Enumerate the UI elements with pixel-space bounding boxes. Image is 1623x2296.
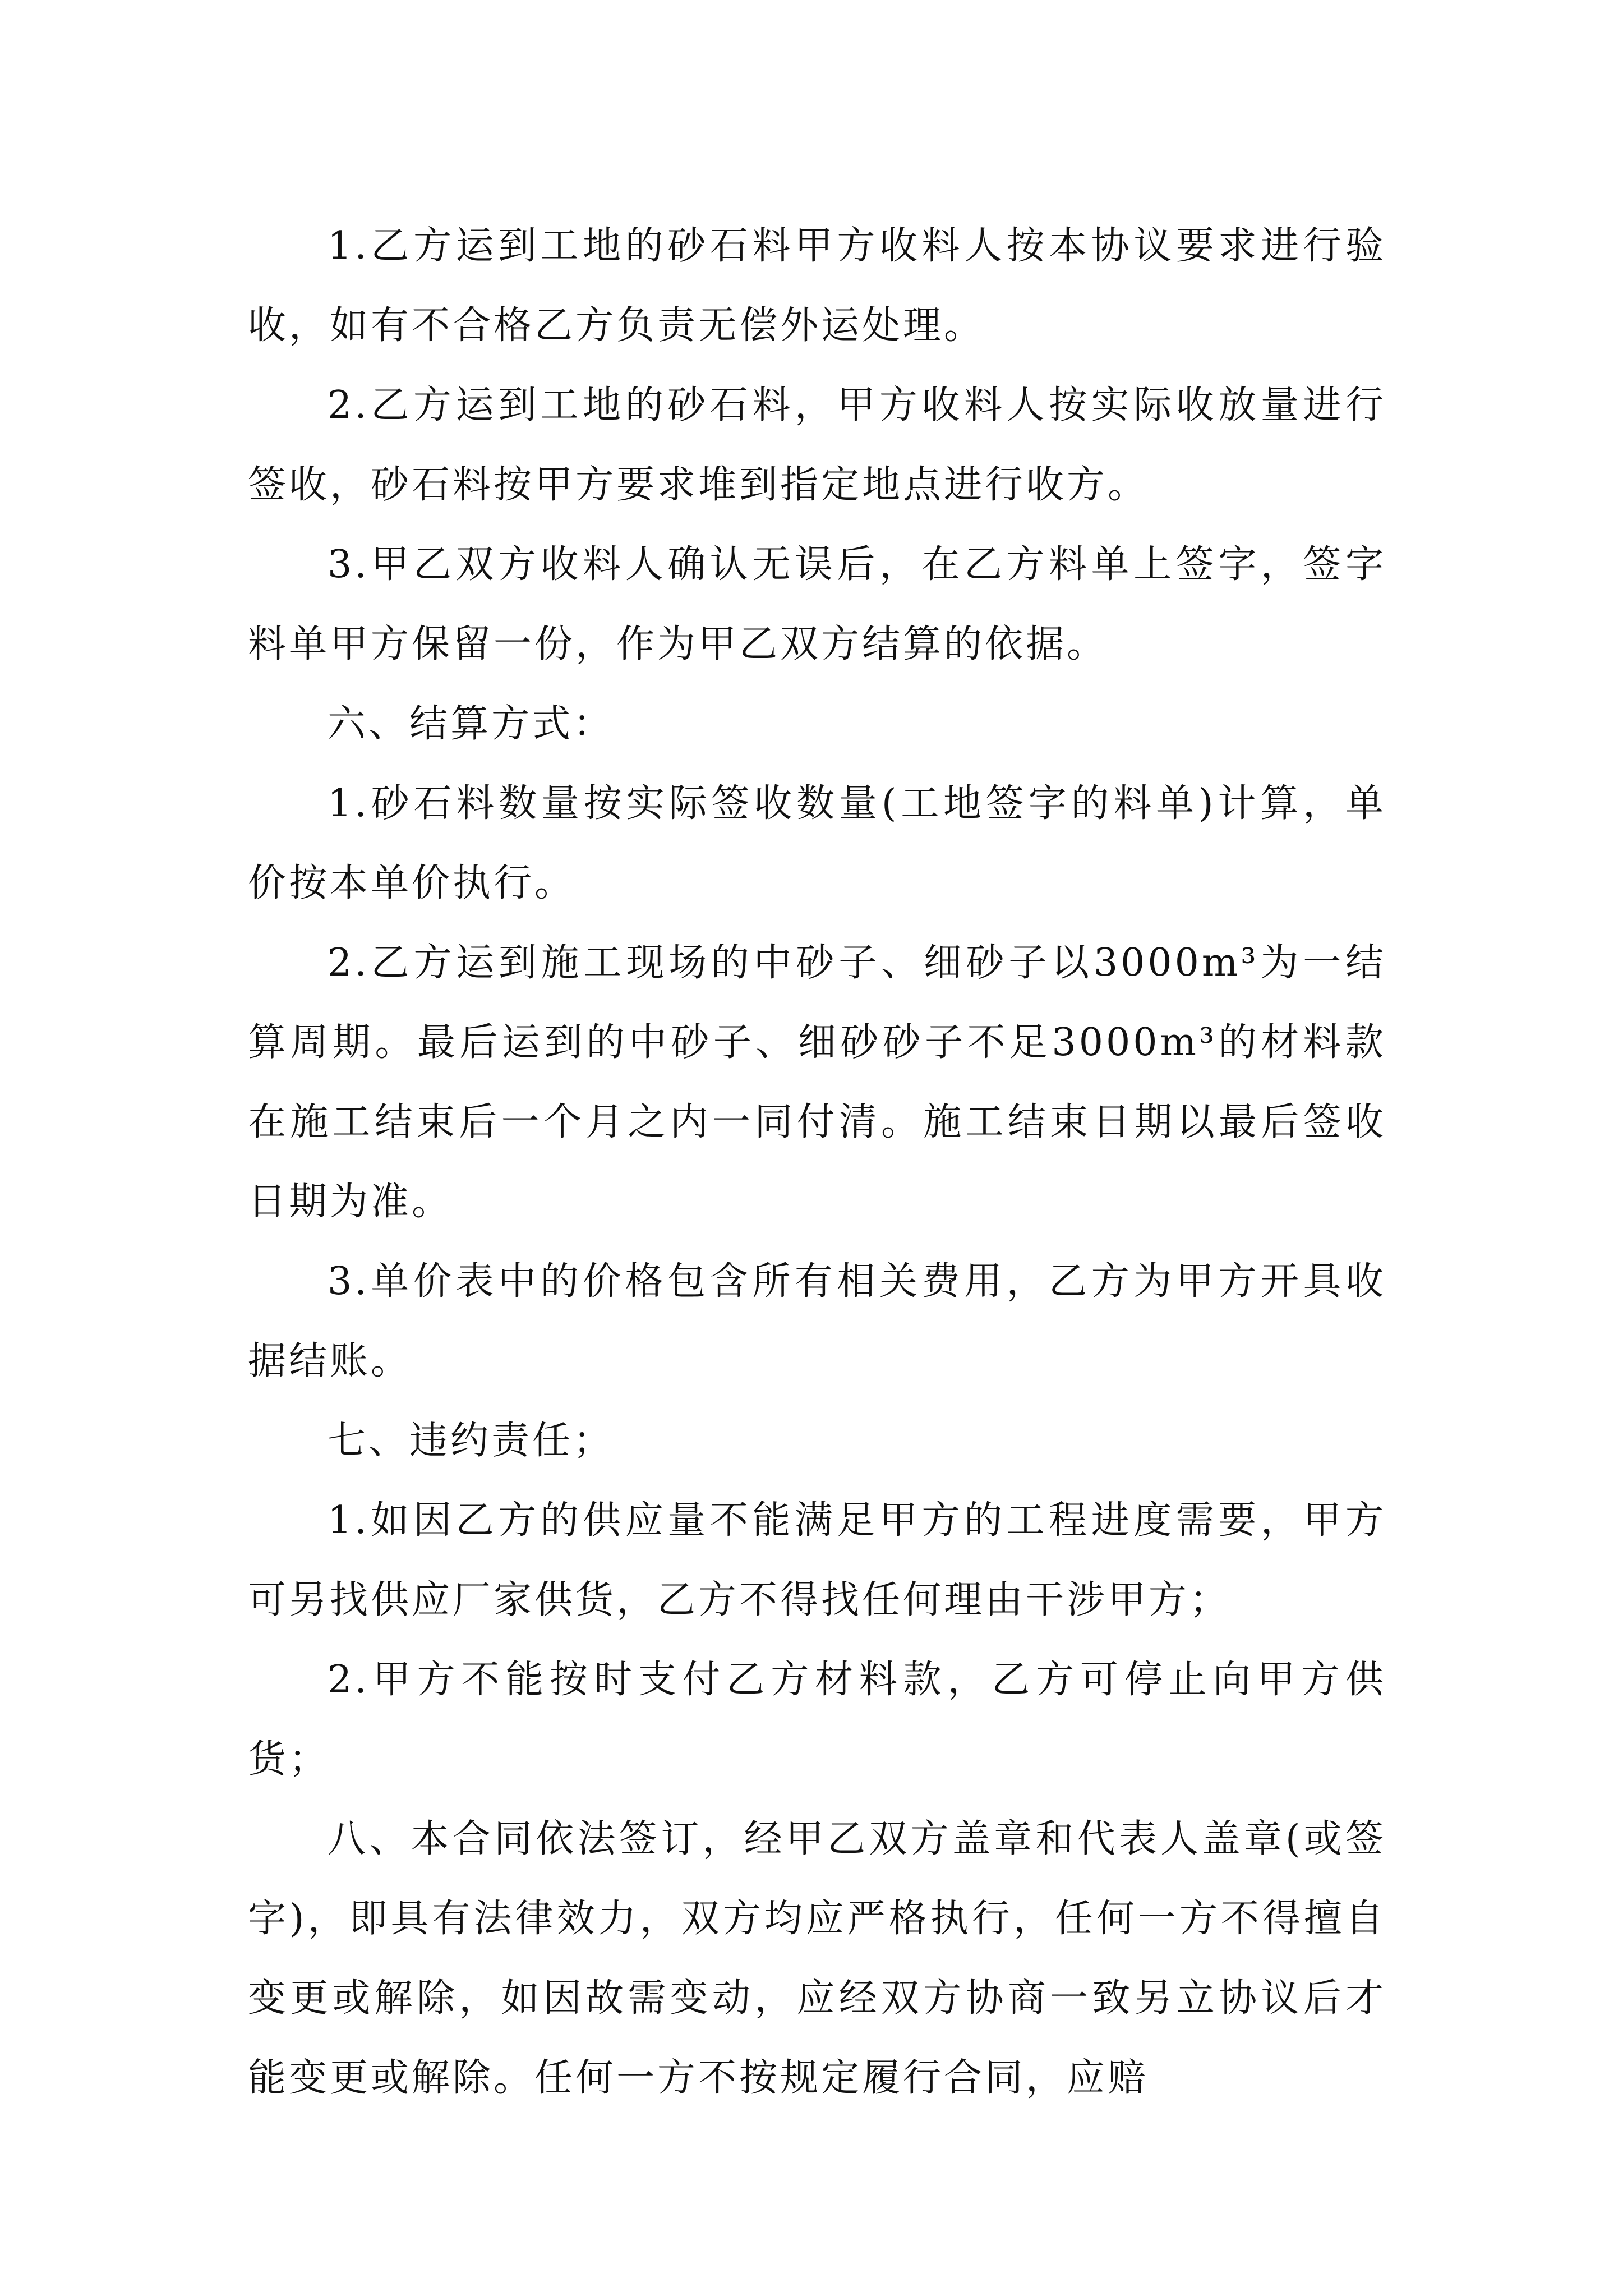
clause-5-2: 2.乙方运到工地的砂石料，甲方收料人按实际收放量进行签收，砂石料按甲方要求堆到指定地点进行收方。 xyxy=(248,383,1386,507)
clause-6-3: 3.单价表中的价格包含所有相关费用，乙方为甲方开具收据结账。 xyxy=(248,1259,1386,1383)
clause-5-1: 1.乙方运到工地的砂石料甲方收料人按本协议要求进行验收，如有不合格乙方负责无偿外运处理。 xyxy=(248,224,1386,348)
document-body xyxy=(248,206,1386,2118)
clause-7-2: 2.甲方不能按时支付乙方材料款，乙方可停止向甲方供货； xyxy=(248,1658,1386,1782)
clause-6-2: 2.乙方运到施工现场的中砂子、细砂子以3000m³为一结算周期。最后运到的中砂子、细砂砂子不足3000m³的材料款在施工结束后一个月之内一同付清。施工结束日期以最后签收日期为准。 xyxy=(248,941,1386,1224)
clause-6-1: 1.砂石料数量按实际签收数量(工地签字的料单)计算，单价按本单价执行。 xyxy=(248,781,1386,905)
section-heading-settlement: 六、结算方式： xyxy=(328,702,615,746)
clause-7-1: 1.如因乙方的供应量不能满足甲方的工程进度需要，甲方可另找供应厂家供货，乙方不得找任何理由干涉甲方； xyxy=(248,1498,1386,1622)
clause-5-3: 3.甲乙双方收料人确认无误后，在乙方料单上签字，签字料单甲方保留一份，作为甲乙双方结算的依据。 xyxy=(248,542,1386,666)
clause-8: 八、本合同依法签订，经甲乙双方盖章和代表人盖章(或签字)，即具有法律效力，双方均应严格执行，任何一方不得擅自变更或解除，如因故需变动，应经双方协商一致另立协议后才能变更或解除。任何一方不按规定履行合同，应赔 xyxy=(248,1817,1386,2100)
section-heading-liability: 七、违约责任； xyxy=(328,1419,615,1463)
